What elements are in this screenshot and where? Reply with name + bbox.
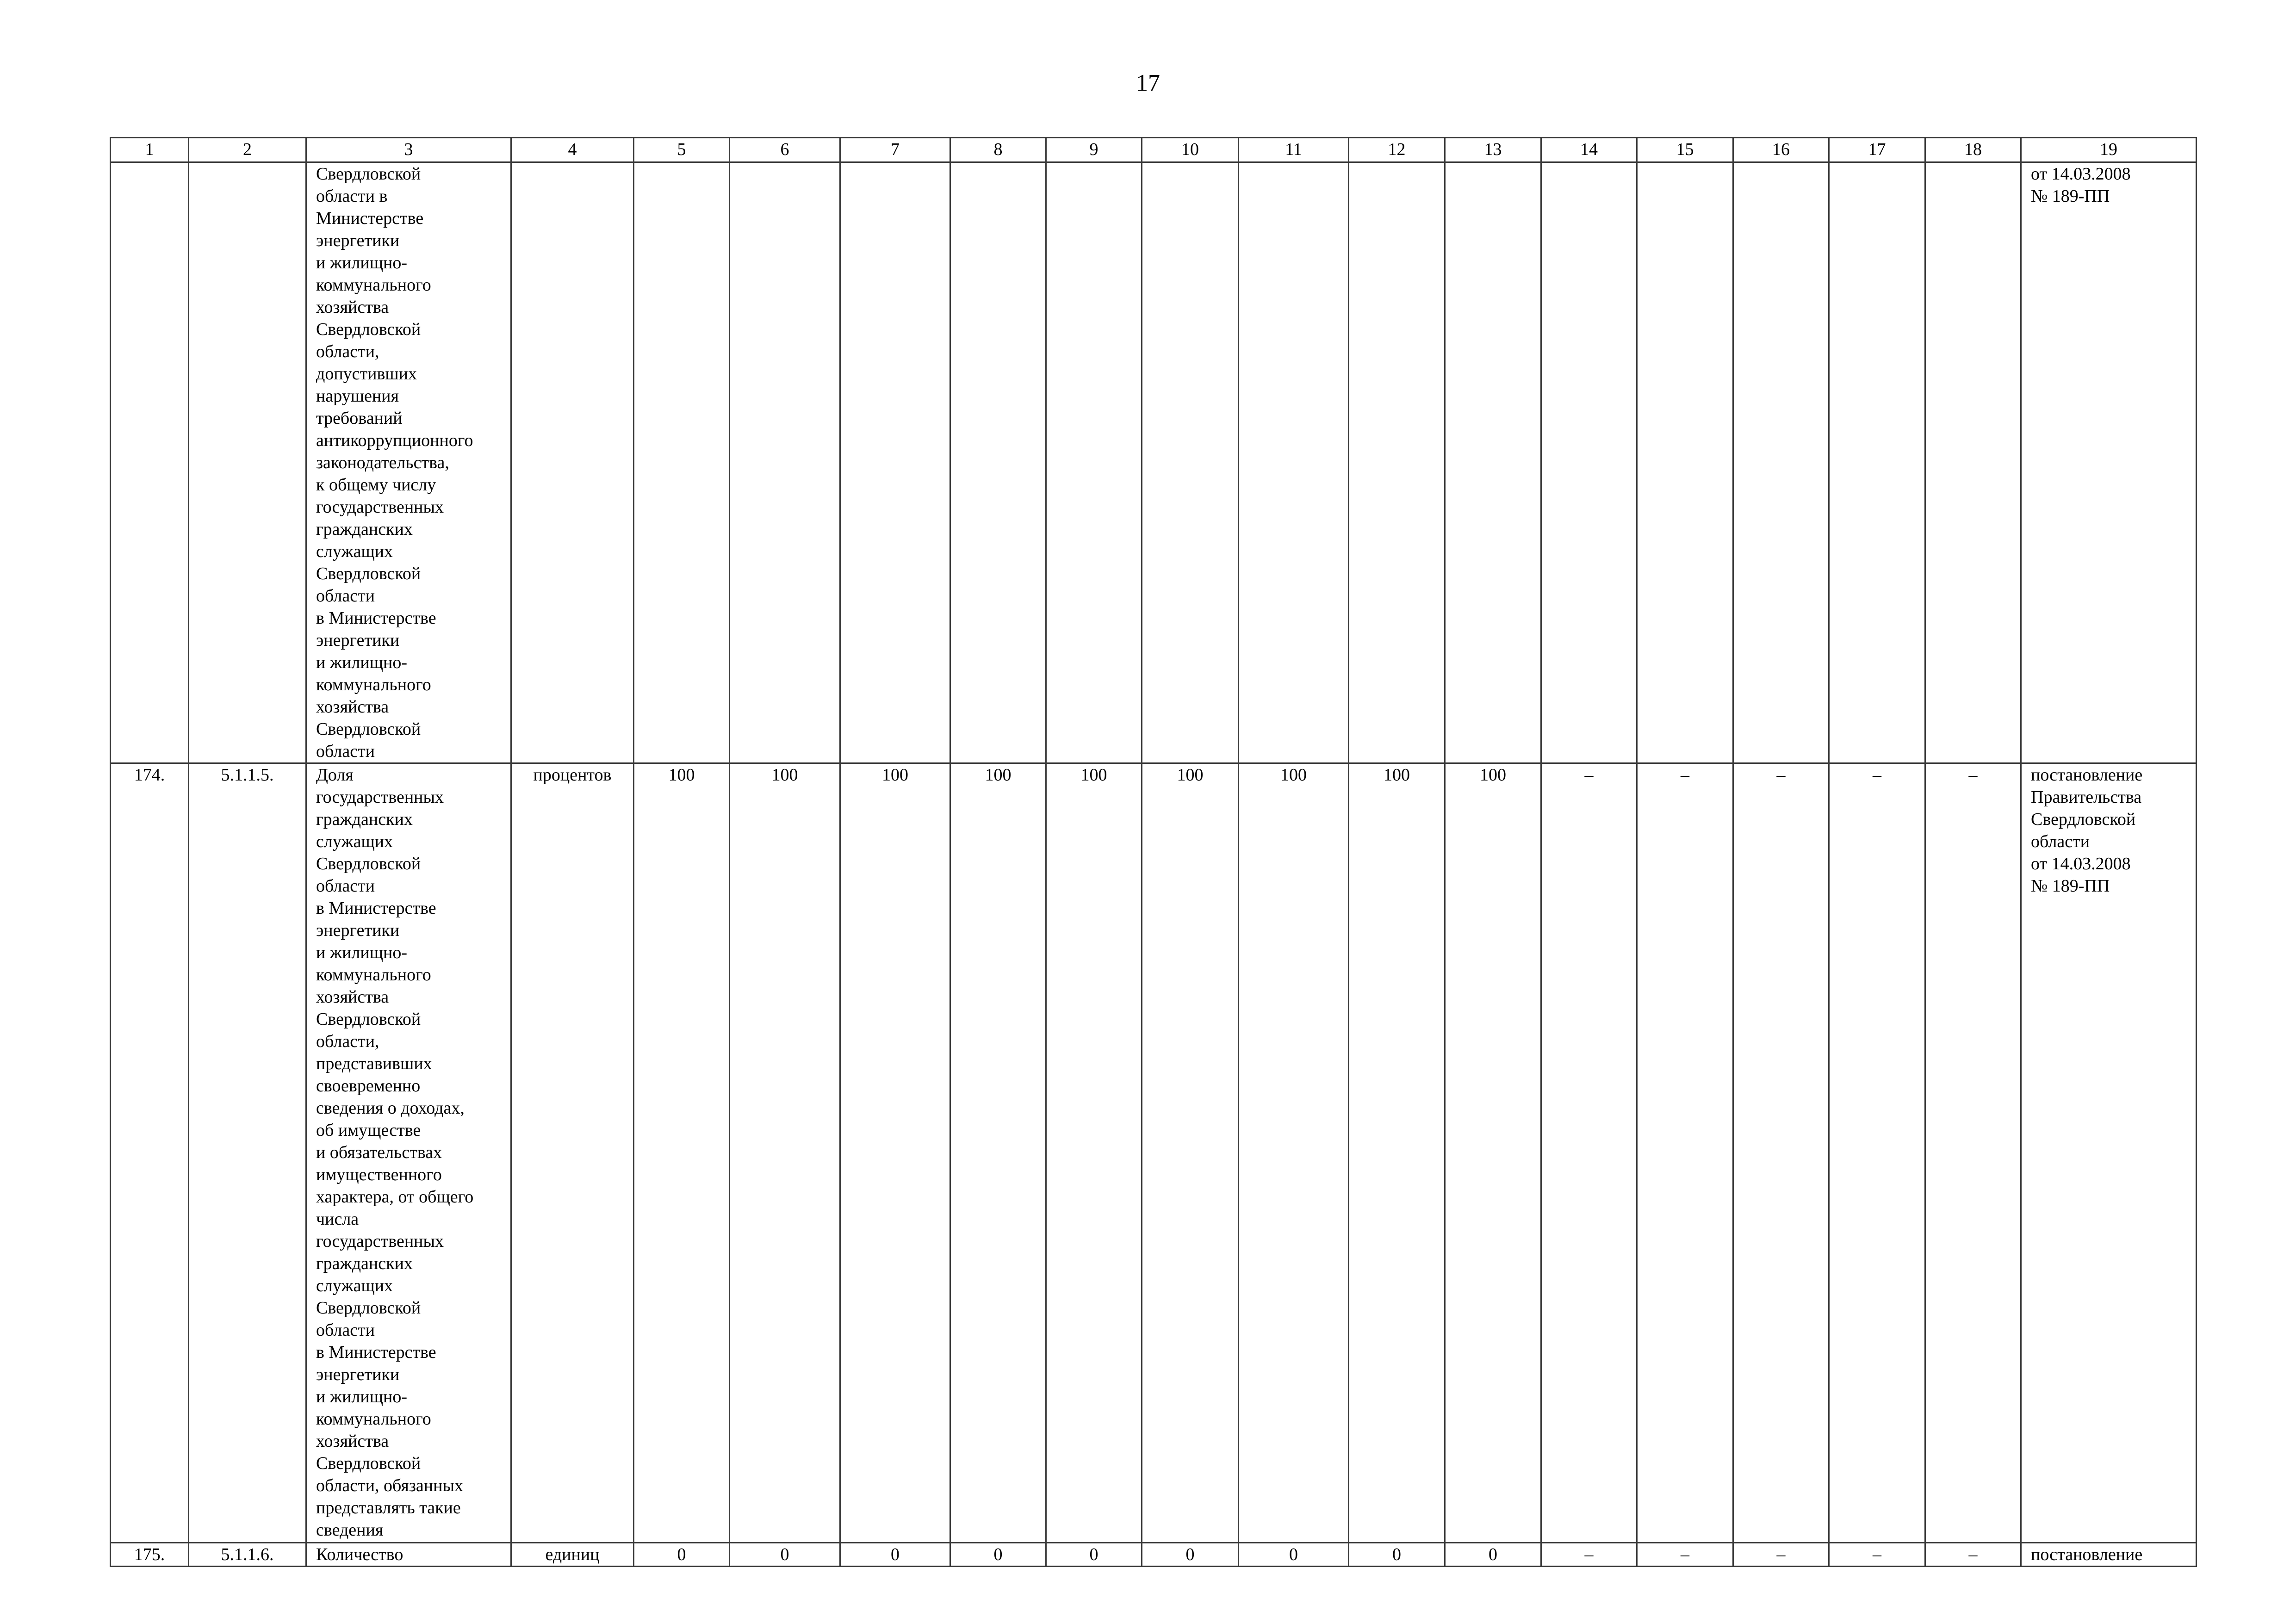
unit-cell: единиц bbox=[511, 1543, 634, 1567]
column-number-18: 18 bbox=[1925, 138, 2021, 162]
column-number-10: 10 bbox=[1142, 138, 1239, 162]
value-cell-col-18: – bbox=[1925, 1543, 2021, 1567]
value-cell-col-11: 0 bbox=[1239, 1543, 1349, 1567]
cell-line: Свердловской bbox=[316, 1010, 421, 1029]
value-cell-col-5 bbox=[634, 162, 730, 763]
header-row bbox=[111, 138, 2197, 162]
table-row bbox=[111, 1543, 2197, 1567]
cell-line: коммунального bbox=[316, 675, 431, 694]
source-document-cell bbox=[2021, 162, 2197, 763]
cell-line: области bbox=[316, 876, 375, 896]
cell-line: сведения bbox=[316, 1520, 384, 1540]
column-number-4: 4 bbox=[511, 138, 634, 162]
cell-line: государственных bbox=[316, 497, 444, 517]
column-number-13: 13 bbox=[1445, 138, 1541, 162]
value-cell-col-8: 0 bbox=[950, 1543, 1046, 1567]
value-cell-col-6: 100 bbox=[730, 763, 840, 1543]
cell-line: требований bbox=[316, 409, 403, 428]
value-cell-col-15: – bbox=[1637, 763, 1733, 1543]
cell-line: энергетики bbox=[316, 231, 400, 250]
value-cell-col-10: 100 bbox=[1142, 763, 1239, 1543]
cell-line: области, bbox=[316, 342, 379, 361]
value-cell-col-6 bbox=[730, 162, 840, 763]
cell-line: коммунального bbox=[316, 275, 431, 295]
cell-line: служащих bbox=[316, 832, 393, 851]
column-number-8: 8 bbox=[950, 138, 1046, 162]
row-number-cell: 175. bbox=[111, 1543, 189, 1567]
unit-cell bbox=[511, 162, 634, 763]
cell-line: Свердловской bbox=[316, 164, 421, 184]
cell-line: энергетики bbox=[316, 921, 400, 940]
value-cell-col-13 bbox=[1445, 162, 1541, 763]
cell-line: Свердловской bbox=[2031, 810, 2136, 829]
value-cell-col-13: 0 bbox=[1445, 1543, 1541, 1567]
cell-line: Свердловской bbox=[316, 1454, 421, 1473]
row-number-cell bbox=[111, 162, 189, 763]
cell-line: Свердловской bbox=[316, 320, 421, 339]
indicator-name-cell bbox=[306, 1543, 511, 1567]
cell-line: коммунального bbox=[316, 1409, 431, 1429]
cell-line: гражданских bbox=[316, 810, 413, 829]
row-number-cell: 174. bbox=[111, 763, 189, 1543]
cell-line: и жилищно- bbox=[316, 1387, 407, 1406]
column-number-1: 1 bbox=[111, 138, 189, 162]
value-cell-col-9: 0 bbox=[1046, 1543, 1142, 1567]
value-cell-col-18 bbox=[1925, 162, 2021, 763]
cell-line: служащих bbox=[316, 542, 393, 561]
column-number-14: 14 bbox=[1541, 138, 1637, 162]
cell-line: хозяйства bbox=[316, 697, 389, 717]
value-cell-col-8 bbox=[950, 162, 1046, 763]
table-row bbox=[111, 763, 2197, 1543]
value-cell-col-12: 100 bbox=[1349, 763, 1445, 1543]
cell-line: области bbox=[2031, 832, 2090, 851]
value-cell-col-10 bbox=[1142, 162, 1239, 763]
value-cell-col-16: – bbox=[1733, 1543, 1829, 1567]
column-number-17: 17 bbox=[1829, 138, 1925, 162]
indicator-code-cell: 5.1.1.5. bbox=[189, 763, 306, 1543]
value-cell-col-11: 100 bbox=[1239, 763, 1349, 1543]
cell-line: коммунального bbox=[316, 965, 431, 985]
value-cell-col-6: 0 bbox=[730, 1543, 840, 1567]
source-document-cell bbox=[2021, 763, 2197, 1543]
value-cell-col-9 bbox=[1046, 162, 1142, 763]
value-cell-col-17: – bbox=[1829, 763, 1925, 1543]
value-cell-col-12 bbox=[1349, 162, 1445, 763]
cell-line: об имуществе bbox=[316, 1121, 421, 1140]
value-cell-col-15: – bbox=[1637, 1543, 1733, 1567]
value-cell-col-14: – bbox=[1541, 1543, 1637, 1567]
cell-line: в Министерстве bbox=[316, 898, 436, 918]
cell-line: области bbox=[316, 742, 375, 761]
indicator-code-cell bbox=[189, 162, 306, 763]
value-cell-col-16: – bbox=[1733, 763, 1829, 1543]
cell-line: области в bbox=[316, 186, 388, 206]
cell-line: хозяйства bbox=[316, 297, 389, 317]
cell-line: от 14.03.2008 bbox=[2031, 164, 2131, 184]
cell-line: и жилищно- bbox=[316, 943, 407, 962]
column-number-16: 16 bbox=[1733, 138, 1829, 162]
column-number-19: 19 bbox=[2021, 138, 2197, 162]
cell-line: области, обязанных bbox=[316, 1476, 463, 1495]
cell-line: антикоррупционного bbox=[316, 431, 473, 450]
cell-line: хозяйства bbox=[316, 987, 389, 1007]
cell-line: энергетики bbox=[316, 1365, 400, 1384]
column-number-7: 7 bbox=[840, 138, 950, 162]
unit-cell: процентов bbox=[511, 763, 634, 1543]
cell-line: Количество bbox=[316, 1545, 403, 1564]
cell-line: области bbox=[316, 1320, 375, 1340]
column-number-6: 6 bbox=[730, 138, 840, 162]
value-cell-col-5: 0 bbox=[634, 1543, 730, 1567]
value-cell-col-7 bbox=[840, 162, 950, 763]
value-cell-col-7: 0 bbox=[840, 1543, 950, 1567]
cell-line: имущественного bbox=[316, 1165, 442, 1184]
cell-line: гражданских bbox=[316, 520, 413, 539]
indicator-code-cell: 5.1.1.6. bbox=[189, 1543, 306, 1567]
cell-line: хозяйства bbox=[316, 1431, 389, 1451]
value-cell-col-5: 100 bbox=[634, 763, 730, 1543]
value-cell-col-11 bbox=[1239, 162, 1349, 763]
column-number-12: 12 bbox=[1349, 138, 1445, 162]
indicator-name-cell bbox=[306, 763, 511, 1543]
cell-line: и жилищно- bbox=[316, 653, 407, 672]
value-cell-col-9: 100 bbox=[1046, 763, 1142, 1543]
cell-line: служащих bbox=[316, 1276, 393, 1295]
cell-line: представивших bbox=[316, 1054, 432, 1073]
cell-line: от 14.03.2008 bbox=[2031, 854, 2131, 873]
cell-line: государственных bbox=[316, 1232, 444, 1251]
cell-line: области bbox=[316, 586, 375, 606]
cell-line: представлять такие bbox=[316, 1498, 461, 1518]
value-cell-col-10: 0 bbox=[1142, 1543, 1239, 1567]
cell-line: Свердловской bbox=[316, 854, 421, 873]
cell-line: энергетики bbox=[316, 631, 400, 650]
indicator-name-cell bbox=[306, 162, 511, 763]
cell-line: и обязательствах bbox=[316, 1143, 442, 1162]
column-number-5: 5 bbox=[634, 138, 730, 162]
value-cell-col-14: – bbox=[1541, 763, 1637, 1543]
cell-line: в Министерстве bbox=[316, 608, 436, 628]
value-cell-col-8: 100 bbox=[950, 763, 1046, 1543]
cell-line: сведения о доходах, bbox=[316, 1098, 465, 1118]
cell-line: числа bbox=[316, 1209, 359, 1229]
cell-line: № 189-ПП bbox=[2031, 186, 2110, 206]
cell-line: и жилищно- bbox=[316, 253, 407, 273]
cell-line: Свердловской bbox=[316, 564, 421, 583]
cell-line: в Министерстве bbox=[316, 1343, 436, 1362]
cell-line: Свердловской bbox=[316, 1298, 421, 1318]
cell-line: гражданских bbox=[316, 1254, 413, 1273]
cell-line: № 189-ПП bbox=[2031, 876, 2110, 896]
cell-line: постановление bbox=[2031, 765, 2143, 785]
value-cell-col-17 bbox=[1829, 162, 1925, 763]
source-document-cell bbox=[2021, 1543, 2197, 1567]
cell-line: к общему числу bbox=[316, 475, 436, 495]
value-cell-col-15 bbox=[1637, 162, 1733, 763]
cell-line: области, bbox=[316, 1032, 379, 1051]
column-number-2: 2 bbox=[189, 138, 306, 162]
cell-line: Доля bbox=[316, 765, 354, 785]
value-cell-col-18: – bbox=[1925, 763, 2021, 1543]
table-row bbox=[111, 162, 2197, 763]
value-cell-col-13: 100 bbox=[1445, 763, 1541, 1543]
value-cell-col-7: 100 bbox=[840, 763, 950, 1543]
column-number-9: 9 bbox=[1046, 138, 1142, 162]
cell-line: государственных bbox=[316, 787, 444, 807]
cell-line: характера, от общего bbox=[316, 1187, 474, 1207]
cell-line: Свердловской bbox=[316, 719, 421, 739]
column-number-3: 3 bbox=[306, 138, 511, 162]
cell-line: постановление bbox=[2031, 1545, 2143, 1564]
cell-line: нарушения bbox=[316, 386, 399, 406]
cell-line: допустивших bbox=[316, 364, 417, 384]
value-cell-col-14 bbox=[1541, 162, 1637, 763]
cell-line: Министерстве bbox=[316, 209, 424, 228]
cell-line: своевременно bbox=[316, 1076, 421, 1096]
value-cell-col-16 bbox=[1733, 162, 1829, 763]
indicators-table bbox=[110, 137, 2197, 1567]
value-cell-col-17: – bbox=[1829, 1543, 1925, 1567]
column-number-15: 15 bbox=[1637, 138, 1733, 162]
value-cell-col-12: 0 bbox=[1349, 1543, 1445, 1567]
page-number: 17 bbox=[1136, 70, 1160, 96]
column-number-11: 11 bbox=[1239, 138, 1349, 162]
cell-line: Правительства bbox=[2031, 787, 2142, 807]
cell-line: законодательства, bbox=[316, 453, 449, 472]
